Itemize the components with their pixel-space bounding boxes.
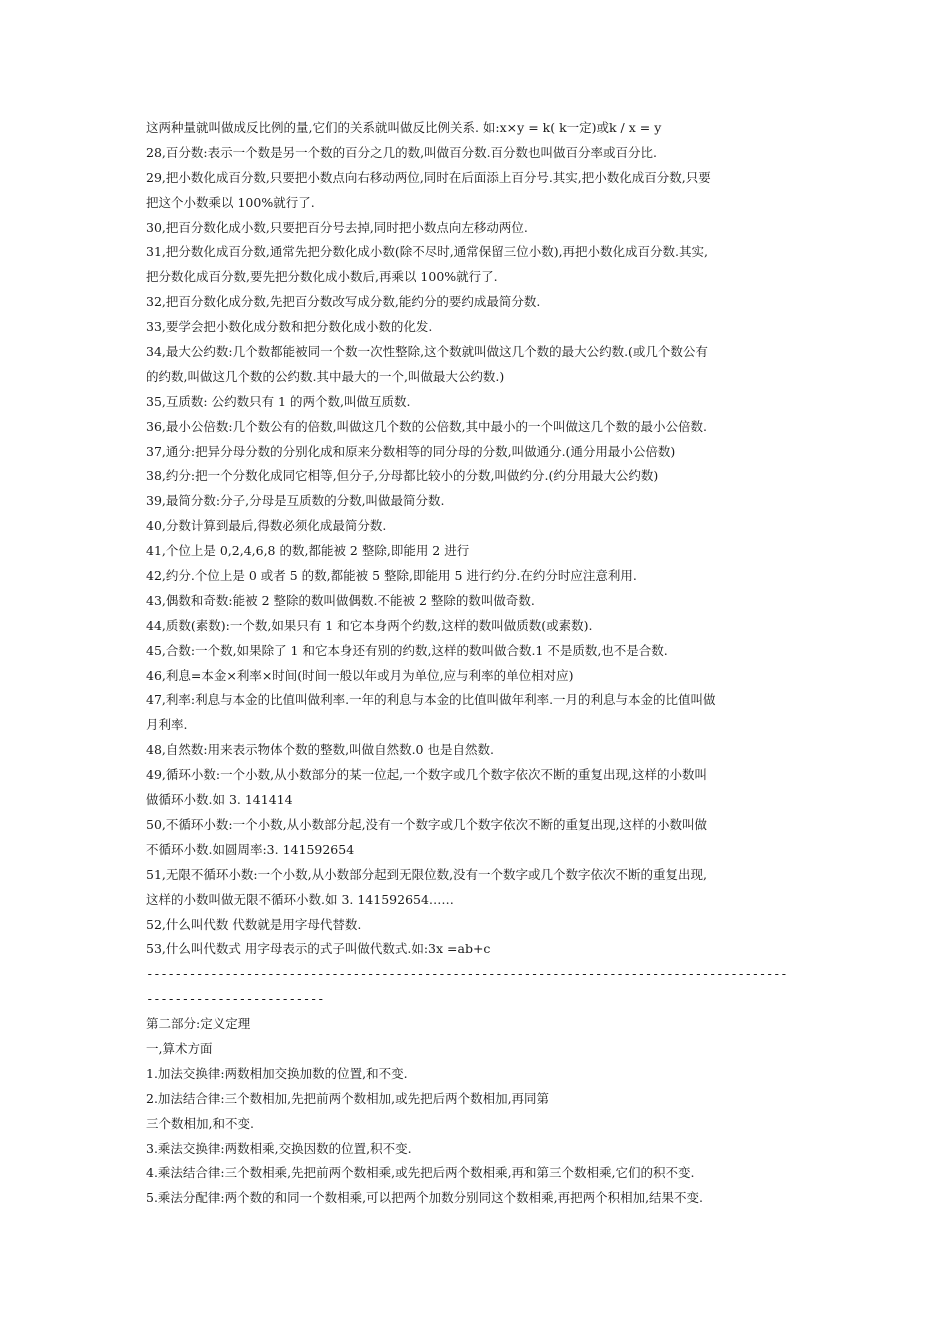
text-line: 这两种量就叫做成反比例的量,它们的关系就叫做反比例关系. 如:x×y = k( k一定)或k / x = y	[146, 120, 662, 135]
text-line: 三个数相加,和不变.	[146, 1115, 254, 1131]
separator-line: ------------------------------------------------------------------------------------------	[146, 966, 788, 982]
text-line: 5.乘法分配律:两个数的和同一个数相乘,可以把两个加数分别同这个数相乘,再把两个积相加,结果不变.	[146, 1190, 704, 1206]
separator-line-continued: -------------------------	[146, 991, 325, 1007]
text-line: 做循环小数.如 3. 141414	[146, 792, 293, 808]
text-line: 3.乘法交换律:两数相乘,交换因数的位置,积不变.	[146, 1140, 412, 1156]
text-line: 30,把百分数化成小数,只要把百分号去掉,同时把小数点向左移动两位.	[146, 219, 528, 235]
text-line: 的约数,叫做这几个数的公约数.其中最大的一个,叫做最大公约数.)	[146, 368, 505, 384]
text-line: 29,把小数化成百分数,只要把小数点向右移动两位,同时在后面添上百分号.其实,把小数化成百分数,只要	[146, 169, 711, 185]
theorems-list	[146, 1012, 826, 1211]
text-line: 49,循环小数:一个小数,从小数部分的某一位起,一个数字或几个数字依次不断的重复出现,这样的小数叫	[146, 767, 708, 783]
text-line: 42,约分.个位上是 0 或者 5 的数,都能被 5 整除,即能用 5 进行约分.在约分时应注意利用.	[146, 568, 637, 584]
text-line: 51,无限不循环小数:一个小数,从小数部分起到无限位数,没有一个数字或几个数字依次不断的重复出现,	[146, 866, 708, 882]
text-line: 36,最小公倍数:几个数公有的倍数,叫做这几个数的公倍数,其中最小的一个叫做这几个数的最小公倍数.	[146, 418, 708, 434]
text-line: 不循环小数.如圆周率:3. 141592654	[146, 841, 355, 857]
text-line: 37,通分:把异分母分数的分别化成和原来分数相等的同分母的分数,叫做通分.(通分用最小公倍数)	[146, 443, 676, 459]
text-line: 34,最大公约数:几个数都能被同一个数一次性整除,这个数就叫做这几个数的最大公约数.(或几个数公有	[146, 344, 708, 360]
text-line: 44,质数(素数):一个数,如果只有 1 和它本身两个约数,这样的数叫做质数(或素数).	[146, 617, 593, 633]
text-line: 38,约分:把一个分数化成同它相等,但分子,分母都比较小的分数,叫做约分.(约分用最大公约数)	[146, 468, 659, 484]
text-line: 46,利息=本金×利率×时间(时间一般以年或月为单位,应与利率的单位相对应)	[146, 667, 574, 683]
text-line: 28,百分数:表示一个数是另一个数的百分之几的数,叫做百分数.百分数也叫做百分率或百分比.	[146, 144, 658, 160]
text-line: 4.乘法结合律:三个数相乘,先把前两个数相乘,或先把后两个数相乘,再和第三个数相乘,它们的积不变.	[146, 1165, 695, 1181]
document-page	[146, 116, 826, 1211]
text-line: 48,自然数:用来表示物体个数的整数,叫做自然数.0 也是自然数.	[146, 742, 494, 758]
text-line: 这样的小数叫做无限不循环小数.如 3. 141592654……	[146, 891, 454, 907]
text-line: 35,互质数: 公约数只有 1 的两个数,叫做互质数.	[146, 393, 411, 409]
text-line: 52,什么叫代数 代数就是用字母代替数.	[146, 916, 362, 932]
text-line: 33,要学会把小数化成分数和把分数化成小数的化发.	[146, 319, 433, 335]
text-line: 41,个位上是 0,2,4,6,8 的数,都能被 2 整除,即能用 2 进行	[146, 543, 470, 559]
text-line: 第二部分:定义定理	[146, 1016, 251, 1032]
text-line: 1.加法交换律:两数相加交换加数的位置,和不变.	[146, 1065, 408, 1081]
text-line: 45,合数:一个数,如果除了 1 和它本身还有别的约数,这样的数叫做合数.1 不是质数,也不是合数.	[146, 642, 668, 658]
text-line: 43,偶数和奇数:能被 2 整除的数叫做偶数.不能被 2 整除的数叫做奇数.	[146, 592, 535, 608]
text-line: 50,不循环小数:一个小数,从小数部分起,没有一个数字或几个数字依次不断的重复出现,这样的小数叫做	[146, 816, 708, 832]
text-line: 47,利率:利息与本金的比值叫做利率.一年的利息与本金的比值叫做年利率.一月的利息与本金的比值叫做	[146, 692, 716, 708]
text-line: 31,把分数化成百分数,通常先把分数化成小数(除不尽时,通常保留三位小数),再把小数化成百分数.其实,	[146, 244, 709, 260]
text-line: 2.加法结合律:三个数相加,先把前两个数相加,或先把后两个数相加,再同第	[146, 1090, 550, 1106]
text-line: 月利率.	[146, 717, 188, 733]
text-line: 把这个小数乘以 100%就行了.	[146, 194, 315, 210]
definitions-list	[146, 116, 826, 962]
text-line: 32,把百分数化成分数,先把百分数改写成分数,能约分的要约成最简分数.	[146, 294, 541, 310]
text-line: 一,算术方面	[146, 1040, 213, 1056]
text-line: 39,最简分数:分子,分母是互质数的分数,叫做最简分数.	[146, 493, 445, 509]
text-line: 把分数化成百分数,要先把分数化成小数后,再乘以 100%就行了.	[146, 269, 498, 285]
text-line: 53,什么叫代数式 用字母表示的式子叫做代数式.如:3x =ab+c	[146, 941, 491, 957]
text-line: 40,分数计算到最后,得数必须化成最简分数.	[146, 518, 387, 534]
